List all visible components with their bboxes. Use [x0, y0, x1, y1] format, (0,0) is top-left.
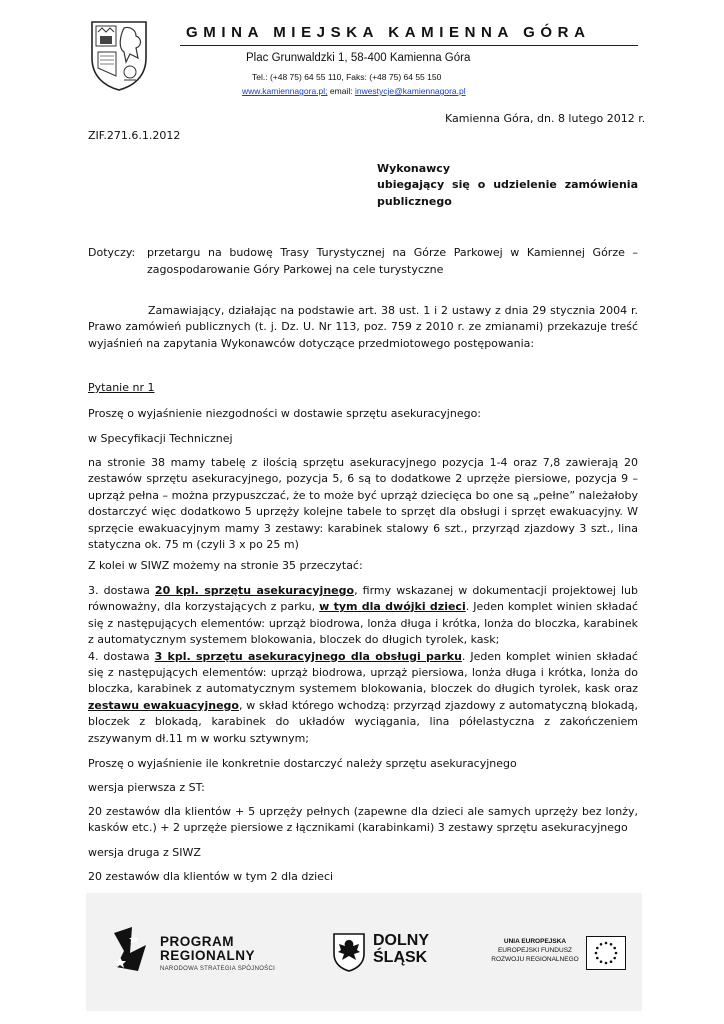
- recipient-word: o: [477, 178, 486, 192]
- recipient-line-2: [377, 177, 638, 193]
- reference-number: ZIF.271.6.1.2012: [88, 129, 181, 142]
- program-regionalny-title: PROGRAM REGIONALNY: [160, 934, 256, 963]
- city-crest-icon: [90, 18, 148, 92]
- email-label: email:: [329, 86, 353, 96]
- subject-line-1: przetargu na budowę Trasy Turystycznej na Górze Parkowej w Kamiennej Górze –: [147, 246, 638, 259]
- siwz-items: [88, 583, 638, 747]
- question-text-2: w Specyfikacji Technicznej: [88, 432, 233, 445]
- question-paragraph-2: 20 zestawów dla klientów + 5 uprzęży pełnych (zapewne dla dzieci ale samych uprzęży bez lonży, kasków etc.) + 2 uprzęże piersiowe z łącznikami (karabinkami) 3 zestawy sprzętu asekuracyjnego: [88, 805, 638, 835]
- question-text-1: Proszę o wyjaśnienie niezgodności w dostawie sprzętu asekuracyjnego:: [88, 407, 482, 420]
- recipient-block: [377, 161, 638, 210]
- eu-text: UNIA EUROPEJSKA EUROPEJSKI FUNDUSZ ROZWOJU REGIONALNEGO: [491, 938, 579, 963]
- intro-paragraph: Zamawiający, działając na podstawie art. 38 ust. 1 i 2 ustawy z dnia 29 stycznia 2004 r. Prawo zamówień publicznych (t. j. Dz. U. Nr 113, poz. 759 z 2010 r. ze zmianami) przekazuje treść wyjaśnień na zapytania Wykonawców dotyczące przedmiotowego postępowania:: [88, 304, 638, 350]
- recipient-word: udzielenie: [493, 178, 557, 192]
- email-link[interactable]: inwestycje@kamiennagora.pl: [354, 86, 466, 96]
- item-3-paragraph: 3. dostawa 20 kpl. sprzętu asekuracyjnego, firmy wskazanej w dokumentacji projektowej lub równoważny, dla korzystających z parku, w tym dla dwójki dzieci. Jeden komplet winien składać się z następujących elementów: uprząż biodrowa, lonża długa i krótka, lonża do bloczka, karabinek z automatycznym systemem blokowania, bloczek do długich tyrolek, kask;: [88, 584, 638, 647]
- dolny-slask-eagle-icon: [332, 932, 366, 972]
- recipient-word: zamówienia: [564, 178, 638, 192]
- recipient-line-3: publicznego: [377, 194, 452, 208]
- eu-flag-icon: [586, 933, 626, 973]
- question-text-4: Proszę o wyjaśnienie ile konkretnie dostarczyć należy sprzętu asekuracyjnego: [88, 757, 517, 770]
- item-4-paragraph: 4. dostawa 3 kpl. sprzętu asekuracyjnego dla obsługi parku. Jeden komplet winien składać się z następujących elementów: uprząż biodrowa, uprząż piersiowa, lonża długa i krótka, lonża do bloczka, karabinek z automatycznym systemem blokowania, bloczek do długich tyrolek, kask oraz zestawu ewakuacyjnego, w skład którego wchodzą: przyrząd zjazdowy z automatyczną blokadą, bloczek z blokadą, karabinek do układów wyciągania, lina półelastyczna z zakończeniem zszywanym dł.11 m w worku sztywnym;: [88, 649, 639, 745]
- question-text-3: Z kolei w SIWZ możemy na stronie 35 przeczytać:: [88, 559, 363, 572]
- contact-line: [242, 86, 466, 96]
- program-regionalny-subtitle: NARODOWA STRATEGIA SPÓJNOŚCI: [160, 966, 276, 972]
- program-regionalny-logo-icon: [110, 923, 150, 975]
- subject-line-2: zagospodarowanie Góry Parkowej na cele turystyczne: [147, 263, 444, 276]
- recipient-word: się: [452, 178, 470, 192]
- subject-label: Dotyczy:: [88, 246, 136, 259]
- question-paragraph-1: na stronie 38 mamy tabelę z ilością sprzętu asekuracyjnego pozycja 1-4 oraz 7,8 zawierają 20 zestawów sprzętu asekuracyjnego, pozycja 5, 6 są to dodatkowe 2 uprzęże piersiowe, pozycja 9 – uprząż pełna – można przypuszczać, że to może być uprząż dziecięca bo one są „pełne” należałoby dostarczyć więc dodatkowo 5 uprzęży kolejne tabele to sprzęt dla obsługi i sprzęt ewakuacyjny. W sprzęcie ewakuacyjnym mamy 3 zestawy: karabinek stalowy 6 szt., przyrząd zjazdowy 3 szt., lina statyczna ok. 75 m (czyli 3 x po 25 m): [88, 456, 638, 552]
- dolny-slask-title: DOLNY ŚLĄSK: [373, 932, 429, 966]
- municipality-phone-fax: Tel.: (+48 75) 64 55 110, Faks: (+48 75) 64 55 150: [252, 72, 442, 82]
- header-divider: [180, 45, 638, 46]
- question-heading: Pytanie nr 1: [88, 381, 155, 394]
- municipality-address: Plac Grunwaldzki 1, 58-400 Kamienna Góra: [246, 52, 471, 64]
- question-text-6: wersja druga z SIWZ: [88, 846, 201, 859]
- question-text-5: wersja pierwsza z ST:: [88, 781, 205, 794]
- municipality-name: GMINA MIEJSKA KAMIENNA GÓRA: [186, 24, 591, 41]
- place-and-date: Kamienna Góra, dn. 8 lutego 2012 r.: [445, 112, 646, 125]
- website-link[interactable]: www.kamiennagora.pl;: [242, 86, 328, 96]
- question-text-7: 20 zestawów dla klientów w tym 2 dla dzieci: [88, 870, 334, 883]
- recipient-line-1: Wykonawcy: [377, 162, 450, 175]
- recipient-word: ubiegający: [377, 178, 445, 192]
